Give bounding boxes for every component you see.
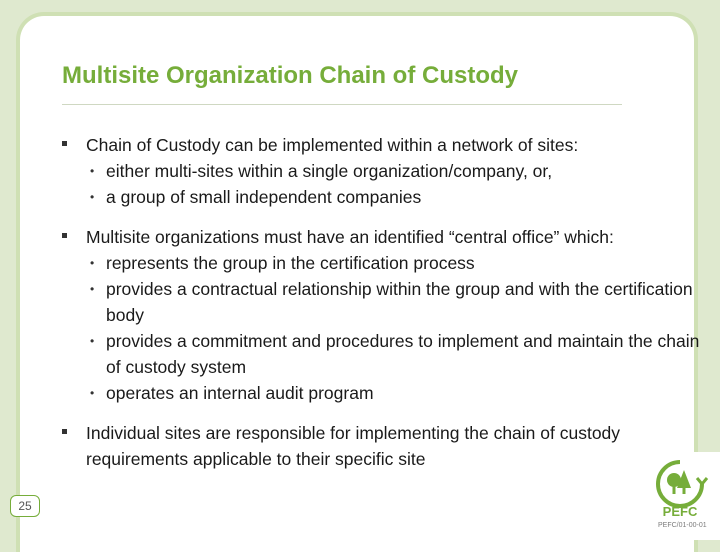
square-bullet-icon [62,429,67,434]
dot-bullet-icon: • [90,164,95,178]
sub-bullet-list [86,158,702,210]
page-number-badge: 25 [10,495,40,517]
sub-bullet-item [86,250,702,276]
bullet-point [62,420,702,472]
bullet-text: Multisite organizations must have an identified “central office” which: [86,227,614,247]
square-bullet-icon [62,233,67,238]
pefc-logo [636,452,720,540]
sub-bullet-text: provides a contractual relationship within the group and with the certification body [106,279,693,325]
bullet-point [62,132,702,210]
bullet-text: Individual sites are responsible for implementing the chain of custody requirements applicable to their specific site [86,423,621,469]
dot-bullet-icon: • [90,190,95,204]
bullet-text: Chain of Custody can be implemented within a network of sites: [86,135,579,155]
sub-bullet-text: either multi-sites within a single organization/company, or, [106,161,553,181]
sub-bullet-text: represents the group in the certification process [106,253,475,273]
sub-bullet-list [86,250,702,406]
pefc-code: PEFC/01-00-01 [658,522,707,529]
title-divider [62,104,622,105]
slide-title: Multisite Organization Chain of Custody [62,62,518,89]
sub-bullet-text: a group of small independent companies [106,187,422,207]
sub-bullet-text: operates an internal audit program [106,383,374,403]
dot-bullet-icon: • [90,282,95,296]
square-bullet-icon [62,141,67,146]
sub-bullet-item [86,380,702,406]
dot-bullet-icon: • [90,256,95,270]
sub-bullet-item [86,184,702,210]
bullet-point [62,224,702,406]
pefc-logo-icon [650,458,710,520]
dot-bullet-icon: • [90,334,95,348]
slide-content [62,132,702,472]
sub-bullet-item [86,276,702,328]
sub-bullet-item [86,158,702,184]
pefc-logo-text: PEFC [662,504,698,519]
dot-bullet-icon: • [90,386,95,400]
sub-bullet-text: provides a commitment and procedures to implement and maintain the chain of custody system [106,331,700,377]
sub-bullet-item [86,328,702,380]
